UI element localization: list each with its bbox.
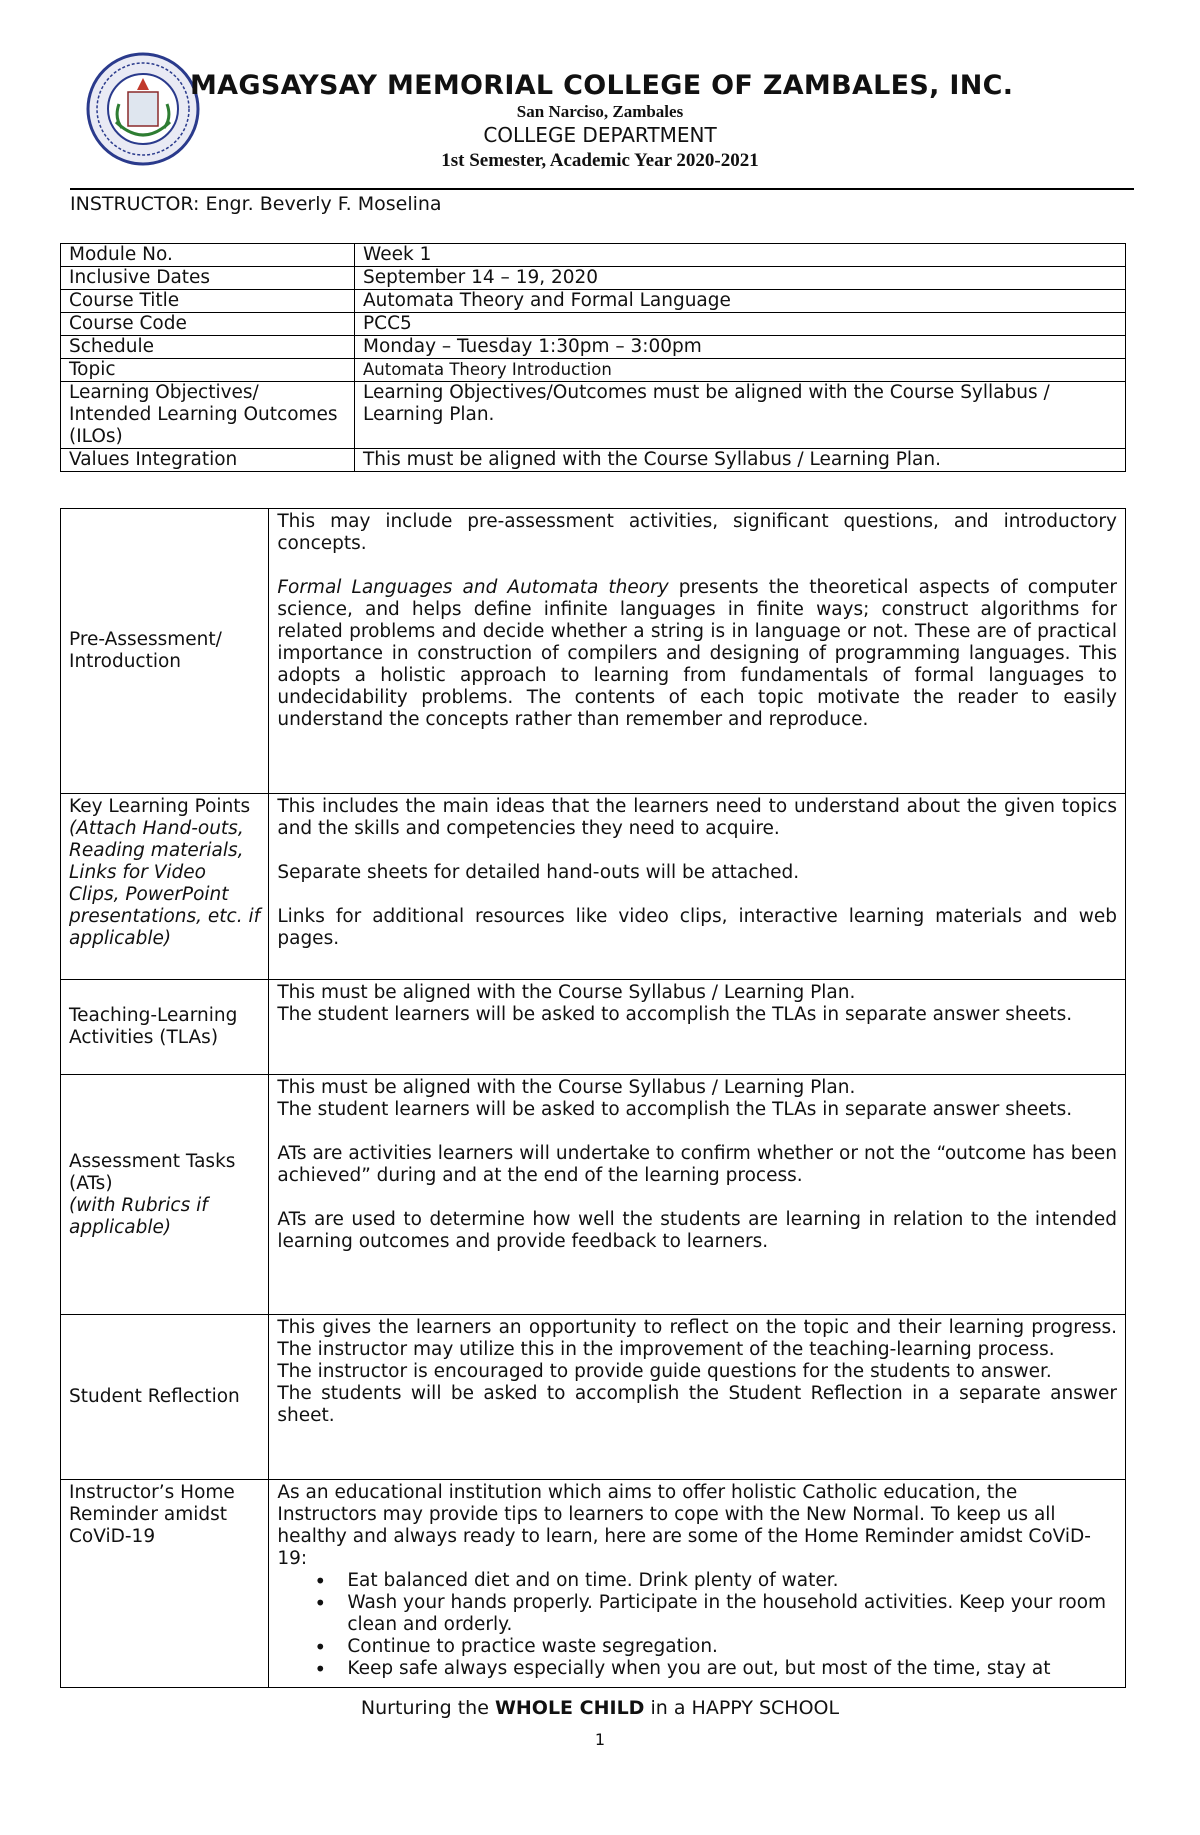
- paragraph: ATs are used to determine how well the students are learning in relation to the intended learning outcomes and provide feedback to learners.: [277, 1209, 1117, 1252]
- footer-motto: [0, 1697, 1200, 1719]
- section-label: [61, 794, 269, 980]
- list-item: • Continue to practice waste segregation.: [347, 1636, 1117, 1658]
- label-note: (with Rubrics if applicable): [69, 1194, 208, 1238]
- section-label: Student Reflection: [61, 1315, 269, 1480]
- motto-text: Nurturing the: [360, 1697, 495, 1719]
- section-body: [269, 794, 1126, 980]
- paragraph: ATs are activities learners will undertake to confirm whether or not the “outcome has been achieved” during and at the end of the learning process.: [277, 1143, 1117, 1186]
- list-item: • Keep safe always especially when you are out, but most of the time, stay at: [347, 1658, 1117, 1680]
- label-text: Key Learning Points: [69, 796, 251, 817]
- paragraph: The student learners will be asked to accomplish the TLAs in separate answer sheets.: [277, 1099, 1073, 1120]
- section-label: [61, 1075, 269, 1315]
- table-row: [61, 359, 1126, 382]
- reminder-row: [61, 1480, 1126, 1688]
- table-row: [61, 313, 1126, 336]
- module-info-table: [60, 243, 1126, 472]
- label-note: (Attach Hand-outs, Reading materials, Links for Video Clips, PowerPoint presentations, etc. if applicable): [69, 818, 261, 949]
- info-value: This must be aligned with the Course Syllabus / Learning Plan.: [355, 449, 1126, 472]
- info-key: Course Title: [61, 290, 355, 313]
- info-key: Topic: [61, 359, 355, 382]
- info-key: Course Code: [61, 313, 355, 336]
- section-label: Instructor’s Home Reminder amidst CoViD-19: [61, 1480, 269, 1688]
- paragraph: Links for additional resources like video clips, interactive learning materials and web pages.: [277, 906, 1117, 949]
- section-body: [269, 1075, 1126, 1315]
- module-content-table: [60, 508, 1126, 1688]
- section-label: Teaching-Learning Activities (TLAs): [61, 980, 269, 1075]
- paragraph: [277, 577, 1117, 731]
- info-value: Monday – Tuesday 1:30pm – 3:00pm: [355, 336, 1126, 359]
- section-body: [269, 980, 1126, 1075]
- section-body: [269, 1315, 1126, 1480]
- info-value: Learning Objectives/Outcomes must be aligned with the Course Syllabus / Learning Plan.: [355, 382, 1126, 449]
- paragraph: Separate sheets for detailed hand-outs will be attached.: [277, 862, 800, 883]
- table-row: [61, 336, 1126, 359]
- list-item: • Eat balanced diet and on time. Drink plenty of water.: [347, 1570, 1117, 1592]
- section-label: Pre-Assessment/ Introduction: [61, 509, 269, 794]
- info-key: Module No.: [61, 244, 355, 267]
- pre-assessment-row: [61, 509, 1126, 794]
- info-key: Values Integration: [61, 449, 355, 472]
- paragraph: As an educational institution which aims to offer holistic Catholic education, the Instructors may provide tips to learners to cope with the New Normal. To keep us all healthy and always ready to learn, here are some of the Home Reminder amidst CoViD-19:: [277, 1482, 1091, 1569]
- info-value: September 14 – 19, 2020: [355, 267, 1126, 290]
- assessment-row: [61, 1075, 1126, 1315]
- label-text: Assessment Tasks (ATs): [69, 1150, 236, 1194]
- paragraph: This must be aligned with the Course Syllabus / Learning Plan.: [277, 982, 856, 1003]
- table-row: [61, 244, 1126, 267]
- paragraph: The students will be asked to accomplish the Student Reflection in a separate answer sheet.: [277, 1383, 1117, 1426]
- list-item: • Wash your hands properly. Participate in the household activities. Keep your room clean and orderly.: [347, 1592, 1117, 1636]
- info-key: Schedule: [61, 336, 355, 359]
- page-number: 1: [594, 1730, 606, 1749]
- department-name: COLLEGE DEPARTMENT: [483, 123, 717, 147]
- table-row: [61, 449, 1126, 472]
- paragraph-text: presents the theoretical aspects of computer science, and helps define infinite languages in finite ways; construct algorithms for related problems and decide whether a string is in language or not. These are of practical importance in construction of compilers and designing of programming languages. This adopts a holistic approach to learning from fundamentals of formal languages to undecidability problems. The contents of each topic motivate the reader to easily understand the concepts rather than remember and reproduce.: [277, 577, 1117, 730]
- info-value: PCC5: [355, 313, 1126, 336]
- section-body: [269, 1480, 1126, 1688]
- reflection-row: [61, 1315, 1126, 1480]
- paragraph: The instructor is encouraged to provide guide questions for the students to answer.: [277, 1361, 1052, 1382]
- paragraph: This must be aligned with the Course Syllabus / Learning Plan.: [277, 1077, 856, 1098]
- key-learning-row: [61, 794, 1126, 980]
- table-row: [61, 382, 1126, 449]
- section-body: [269, 509, 1126, 794]
- info-value: Automata Theory Introduction: [355, 359, 1126, 382]
- paragraph: This may include pre-assessment activities, significant questions, and introductory concepts.: [277, 511, 1117, 554]
- instructor-name: INSTRUCTOR: Engr. Beverly F. Moselina: [70, 193, 442, 215]
- reminder-list: [277, 1570, 1117, 1680]
- motto-emphasis: WHOLE CHILD: [494, 1697, 645, 1719]
- info-key: Inclusive Dates: [61, 267, 355, 290]
- paragraph: This gives the learners an opportunity to reflect on the topic and their learning progress. The instructor may utilize this in the improvement of the teaching-learning process.: [277, 1317, 1117, 1360]
- college-name: MAGSAYSAY MEMORIAL COLLEGE OF ZAMBALES, INC.: [190, 70, 1014, 101]
- info-key: Learning Objectives/ Intended Learning Outcomes (ILOs): [61, 382, 355, 449]
- semester-label: 1st Semester, Academic Year 2020-2021: [441, 150, 759, 171]
- paragraph: The student learners will be asked to accomplish the TLAs in separate answer sheets.: [277, 1004, 1073, 1025]
- table-row: [61, 267, 1126, 290]
- info-value: Automata Theory and Formal Language: [355, 290, 1126, 313]
- motto-text: in a HAPPY SCHOOL: [644, 1697, 840, 1719]
- italic-phrase: Formal Languages and Automata theory: [277, 577, 669, 598]
- college-location: San Narciso, Zambales: [516, 102, 684, 121]
- table-row: [61, 290, 1126, 313]
- header-divider: [70, 188, 1134, 190]
- paragraph: This includes the main ideas that the learners need to understand about the given topics and the skills and competencies they need to acquire.: [277, 796, 1117, 839]
- tlas-row: [61, 980, 1126, 1075]
- info-value: Week 1: [355, 244, 1126, 267]
